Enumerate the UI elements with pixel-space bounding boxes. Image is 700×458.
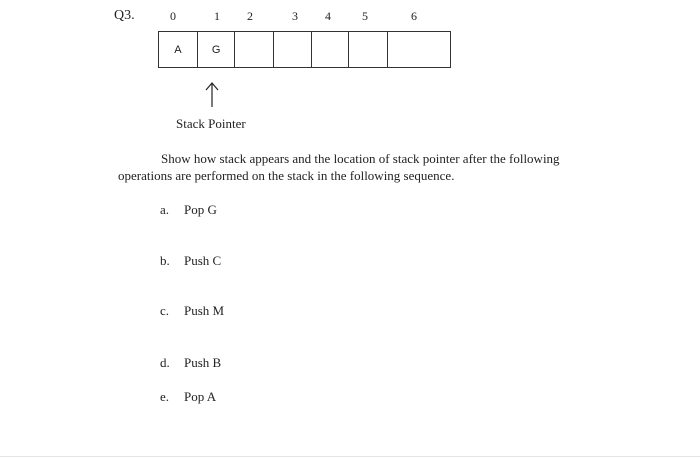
operation-item xyxy=(160,389,216,405)
stack-array xyxy=(158,31,451,68)
stack-cell-0: A xyxy=(159,32,198,67)
operation-item xyxy=(160,253,221,269)
operation-letter: e. xyxy=(160,389,170,404)
stack-index-3: 3 xyxy=(292,9,298,23)
operation-letter: d. xyxy=(160,355,170,370)
instruction-line-2: operations are performed on the stack in the following sequence. xyxy=(118,168,455,183)
operation-text: Pop G xyxy=(184,202,217,217)
stack-cell-3 xyxy=(274,32,312,67)
operation-item xyxy=(160,355,221,371)
stack-index-0: 0 xyxy=(170,9,176,23)
operation-text: Pop A xyxy=(184,389,217,404)
operation-item xyxy=(160,202,217,218)
operation-letter: a. xyxy=(160,202,170,217)
operation-letter: c. xyxy=(160,303,170,318)
stack-cell-5 xyxy=(349,32,389,67)
operation-text: Push M xyxy=(184,303,225,318)
stack-cell-2 xyxy=(235,32,274,67)
instruction-line-1: Show how stack appears and the location of stack pointer after the following xyxy=(161,151,560,166)
stack-index-1: 1 xyxy=(214,9,220,23)
page-bottom-edge xyxy=(0,456,700,457)
stack-index-4: 4 xyxy=(325,9,331,23)
stack-pointer-arrow-icon xyxy=(202,80,222,110)
stack-index-2: 2 xyxy=(247,9,253,23)
stack-cell-6 xyxy=(388,32,450,67)
question-number: Q3. xyxy=(114,8,135,23)
operation-text: Push C xyxy=(184,253,222,268)
stack-cell-4 xyxy=(312,32,349,67)
operation-text: Push B xyxy=(184,355,222,370)
operation-letter: b. xyxy=(160,253,170,268)
operation-item xyxy=(160,303,224,319)
stack-index-5: 5 xyxy=(362,9,368,23)
stack-cell-1: G xyxy=(198,32,236,67)
stack-pointer-label: Stack Pointer xyxy=(176,116,246,131)
stack-index-6: 6 xyxy=(411,9,417,23)
question-instructions xyxy=(118,150,638,184)
